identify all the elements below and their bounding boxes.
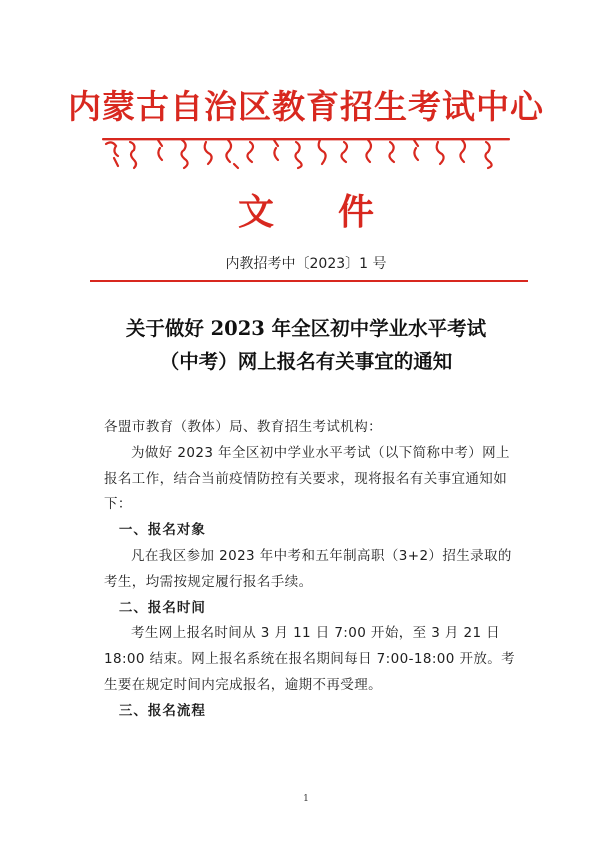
notice-title — [0, 312, 612, 378]
intro-paragraph: 为做好 2023 年全区初中学业水平考试（以下简称中考）网上报名工作，结合当前疫情防控有关要求，现将报名有关事宜通知如下： — [104, 444, 510, 513]
document-word-left: 文 — [237, 191, 274, 233]
page-number: 1 — [303, 794, 309, 804]
document-word — [0, 190, 612, 234]
salutation: 各盟市教育（教体）局、教育招生考试机构： — [104, 419, 382, 435]
notice-body — [104, 415, 516, 725]
document-word-right: 件 — [338, 191, 375, 233]
section-3-heading: 三、报名流程 — [118, 702, 206, 719]
document-number: 内教招考中〔2023〕1 号 — [225, 256, 387, 272]
issuing-organization-title: 内蒙古自治区教育招生考试中心 — [68, 87, 544, 126]
notice-title-line-1: 关于做好 2023 年全区初中学业水平考试 — [125, 317, 487, 340]
mongolian-script-seal — [100, 134, 512, 170]
section-2-paragraph: 考生网上报名时间从 3 月 11 日 7:00 开始，至 3 月 21 日 18:00 结束。网上报名系统在报名期间每日 7:00-18:00 开放。考生要在规定时间内完成报名，逾期不再受理。 — [104, 625, 516, 693]
notice-title-line-2: （中考）网上报名有关事宜的通知 — [159, 350, 453, 373]
section-2-heading: 二、报名时间 — [118, 599, 206, 616]
red-divider-line — [90, 280, 528, 282]
section-1-heading: 一、报名对象 — [118, 522, 206, 539]
section-1-paragraph: 凡在我区参加 2023 年中考和五年制高职（3+2）招生录取的考生，均需按规定履行报名手续。 — [104, 547, 512, 590]
